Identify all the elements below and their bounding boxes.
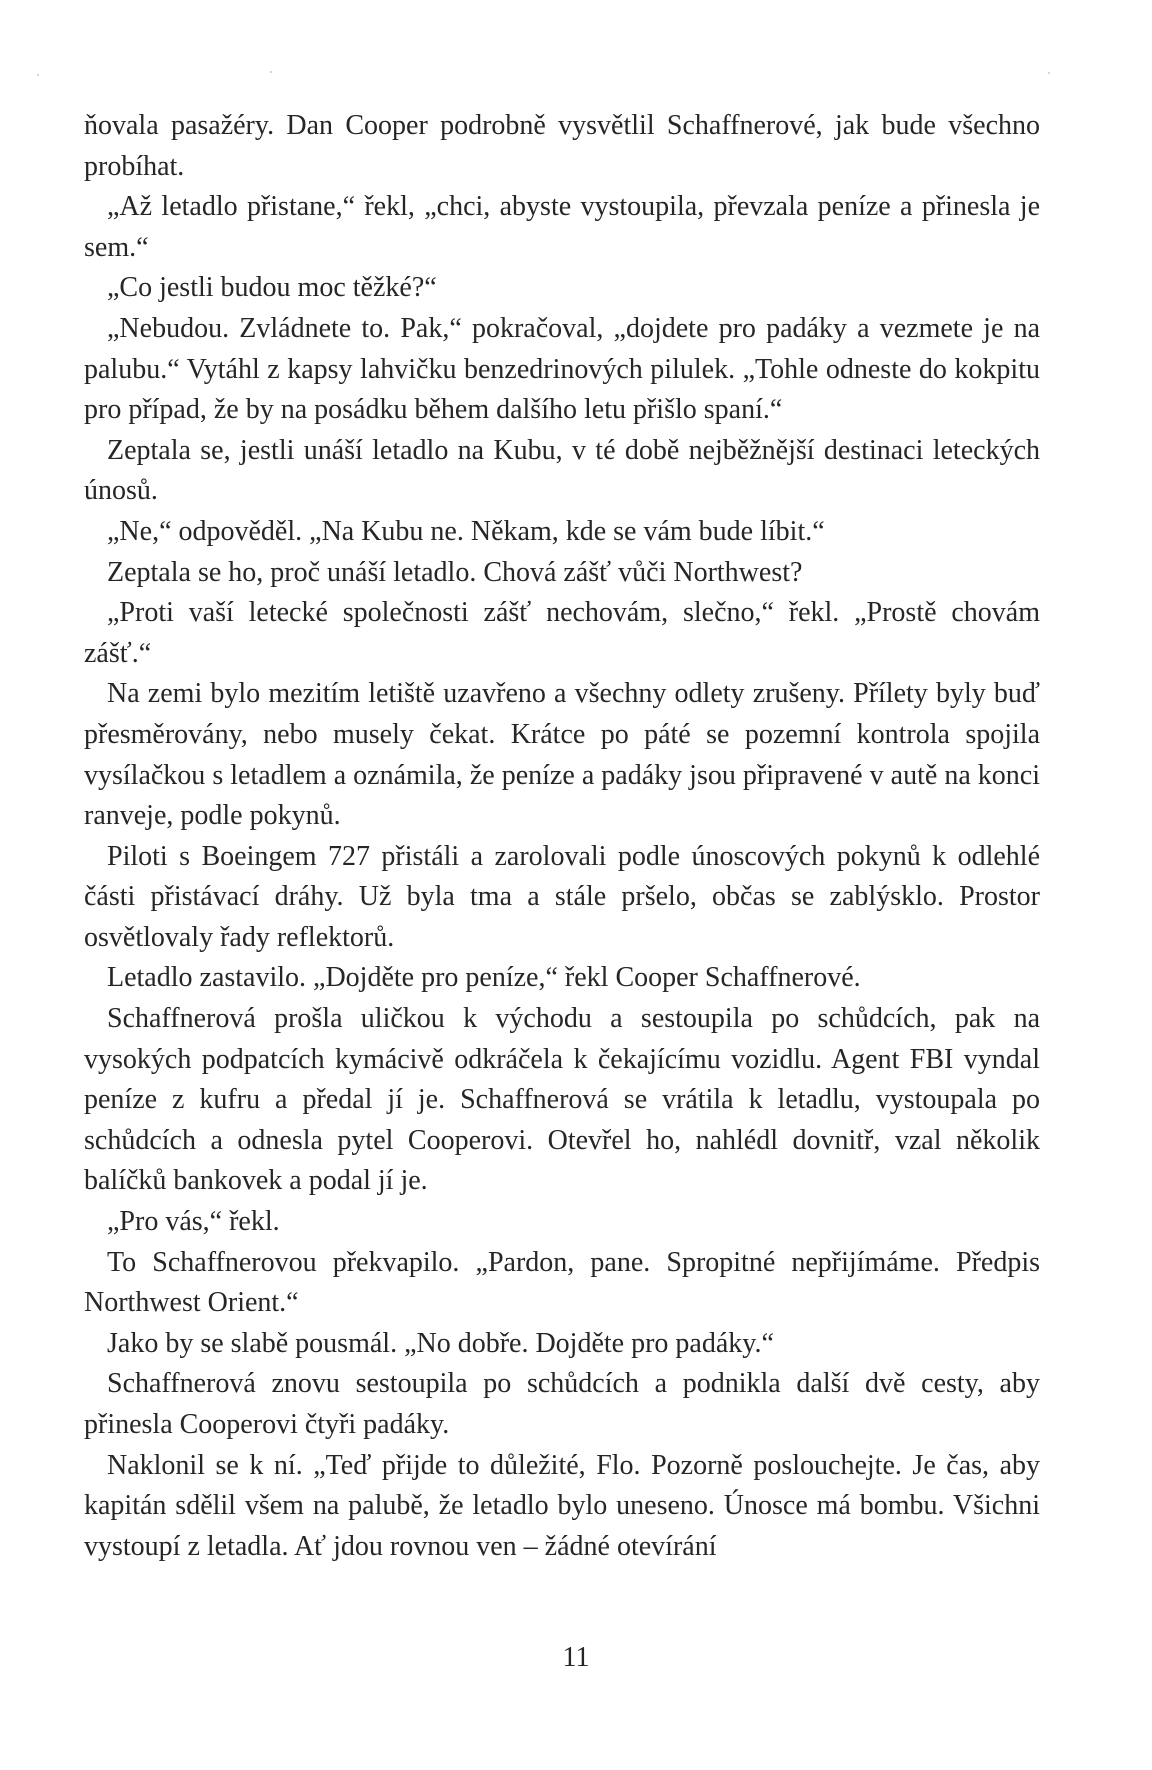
scan-speck <box>1048 72 1050 74</box>
paragraph: Zeptala se ho, proč unáší letadlo. Chová zášť vůči Northwest? <box>107 556 803 588</box>
paragraph: „Proti vaší letecké společnosti zášť nechovám, slečno,“ řekl. „Prostě chovám zášť.“ <box>84 597 1040 669</box>
body-text <box>84 106 1040 1567</box>
paragraph: Zeptala se, jestli unáší letadlo na Kubu, v té době nejběžnější destinaci leteckých únosů. <box>84 434 1040 507</box>
paragraph: „Ne,“ odpověděl. „Na Kubu ne. Někam, kde se vám bude líbit.“ <box>107 515 825 547</box>
paragraph: „Pro vás,“ řekl. <box>107 1206 280 1238</box>
scan-speck <box>270 71 272 73</box>
paragraph: Piloti s Boeingem 727 přistáli a zarolovali podle únoscových pokynů k odlehlé části přistávací dráhy. Už byla tma a stále pršelo, občas se zablýsklo. Prostor osvětlovaly řady reflektorů. <box>84 840 1040 953</box>
paragraph: „Nebudou. Zvládnete to. Pak,“ pokračoval, „dojdete pro padáky a vezmete je na palubu.“ Vytáhl z kapsy lahvičku benzedrinových pilulek. „Tohle odneste do kokpitu pro případ, že by na posádku během dalšího letu přišlo spaní.“ <box>84 312 1040 426</box>
paragraph: Schaffnerová prošla uličkou k východu a sestoupila po schůdcích, pak na vysokých podpatcích kymácivě odkráčela k čekajícímu vozidlu. Agent FBI vyndal peníze z kufru a předal jí je. Schaffnerová se vrátila k letadlu, vystoupala po schůdcích a odnesla pytel Cooperovi. Otevřel ho, nahlédl dovnitř, vzal několik balíčků bankovek a podal jí je. <box>84 1003 1040 1197</box>
paragraph: „Až letadlo přistane,“ řekl, „chci, abyste vystoupila, převzala peníze a přinesla je sem.“ <box>84 191 1040 263</box>
paragraph: Letadlo zastavilo. „Dojděte pro peníze,“ řekl Cooper Schaffnerové. <box>107 962 861 994</box>
page-number: 11 <box>562 1642 590 1673</box>
paragraph: To Schaffnerovou překvapilo. „Pardon, pane. Spropitné nepřijímáme. Předpis Northwest Orient.“ <box>84 1246 1040 1319</box>
paragraph: Na zemi bylo mezitím letiště uzavřeno a všechny odlety zrušeny. Přílety byly buď přesměrovány, nebo musely čekat. Krátce po páté se pozemní kontrola spojila vysílačkou s letadlem a oznámila, že peníze a padáky jsou připravené v autě na konci ranveje, podle pokynů. <box>84 678 1040 832</box>
paragraph: „Co jestli budou moc těžké?“ <box>107 272 437 304</box>
paragraph: Naklonil se k ní. „Teď přijde to důležité, Flo. Pozorně poslouchejte. Je čas, aby kapitán sdělil všem na palubě, že letadlo bylo uneseno. Únosce má bombu. Všichni vystoupí z letadla. Ať jdou rovnou ven – žádné otevírání <box>84 1449 1040 1562</box>
paragraph: Jako by se slabě pousmál. „No dobře. Dojděte pro padáky.“ <box>107 1327 774 1359</box>
paragraph: ňovala pasažéry. Dan Cooper podrobně vysvětlil Schaffnerové, jak bude všechno probíhat. <box>84 110 1040 182</box>
paragraph: Schaffnerová znovu sestoupila po schůdcích a podnikla další dvě cesty, aby přinesla Cooperovi čtyři padáky. <box>84 1368 1040 1440</box>
scan-speck <box>37 74 39 76</box>
